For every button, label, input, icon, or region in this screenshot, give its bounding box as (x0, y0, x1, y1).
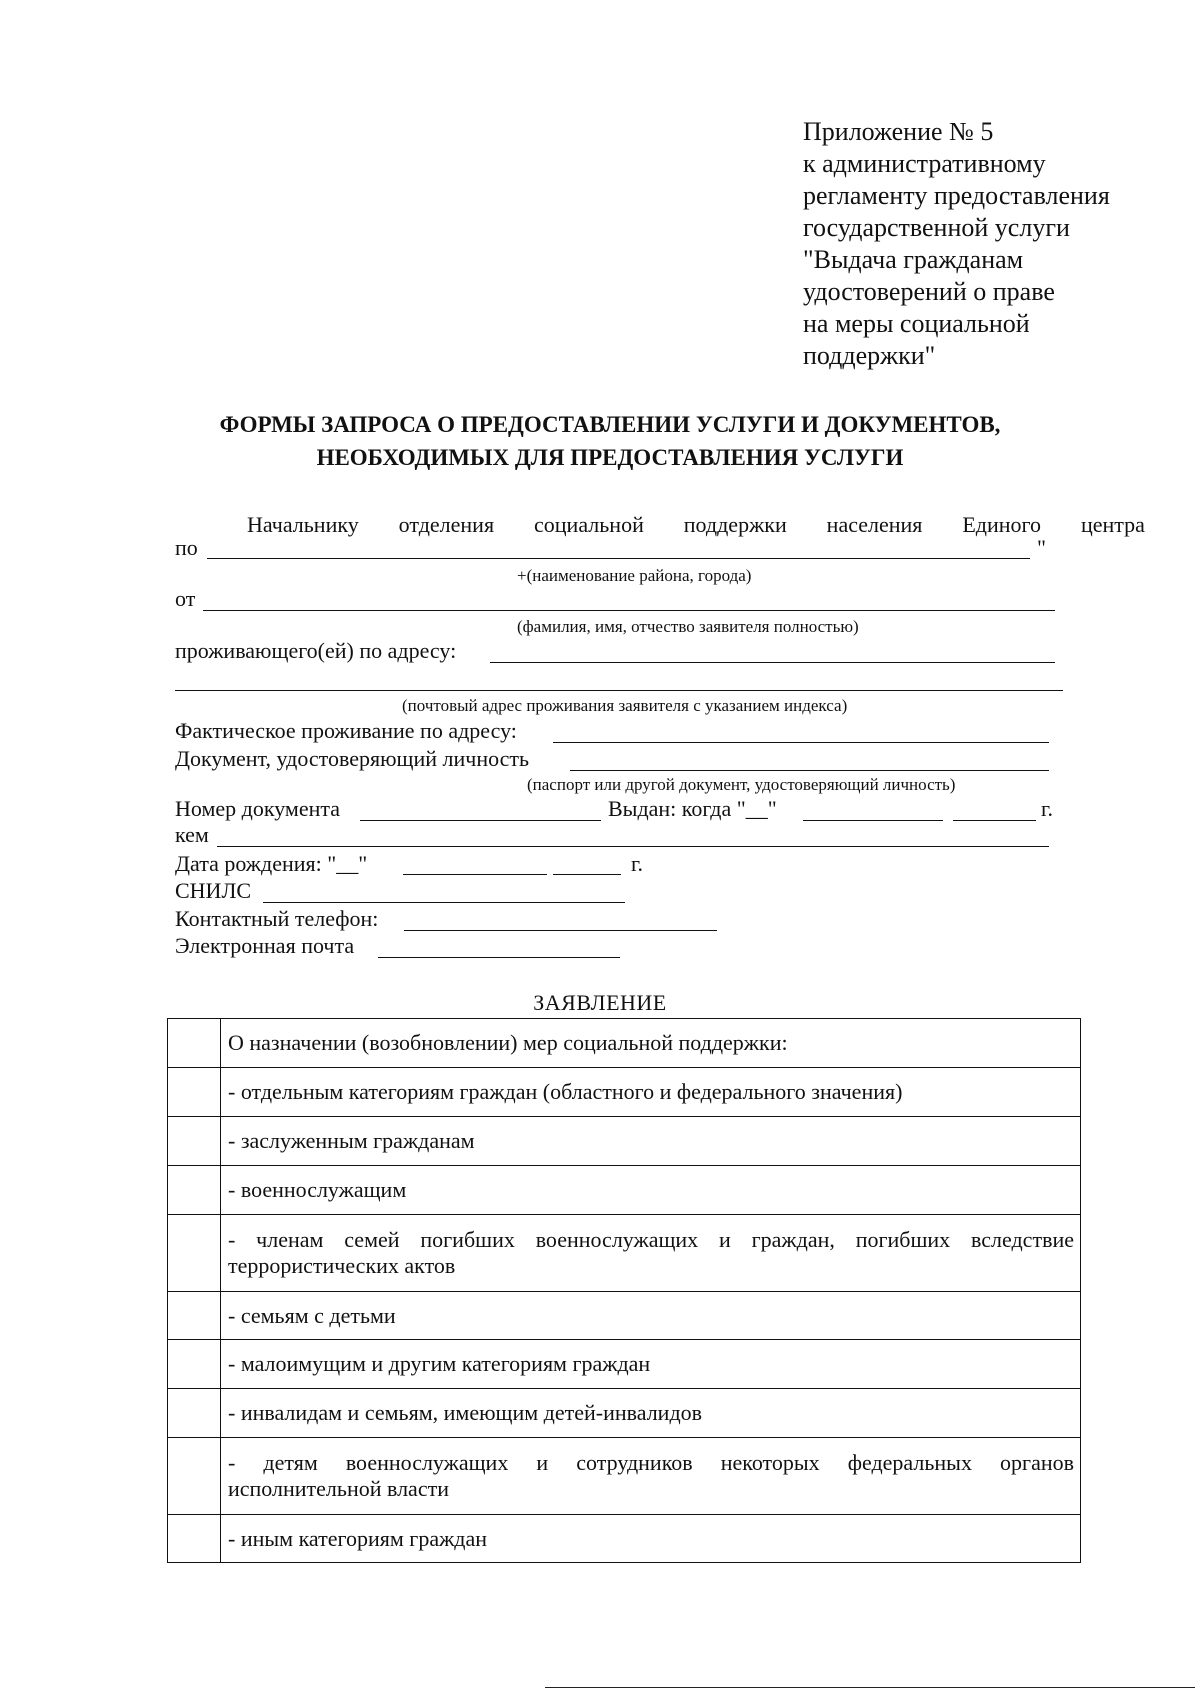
statement-item: - отдельным категориям граждан (областного и федерального значения) (221, 1068, 1081, 1117)
addressee-word: населения (826, 512, 923, 537)
appendix-line: на меры социальной (803, 309, 1030, 338)
phone-field[interactable] (404, 930, 717, 931)
appendix-line: "Выдача гражданам (803, 245, 1024, 274)
actual-address-label: Фактическое проживание по адресу: (175, 718, 517, 743)
id-document-caption: (паспорт или другой документ, удостоверяющий личность) (527, 775, 956, 794)
document-title (150, 408, 1070, 474)
email-field[interactable] (378, 957, 620, 958)
id-document-field[interactable] (570, 770, 1049, 771)
address-caption: (почтовый адрес проживания заявителя с указанием индекса) (402, 696, 848, 715)
appendix-line: регламенту предоставления (803, 181, 1110, 210)
addressee-word: отделения (398, 512, 495, 537)
title-line: ФОРМЫ ЗАПРОСА О ПРЕДОСТАВЛЕНИИ УСЛУГИ И ДОКУМЕНТОВ, (219, 412, 1001, 437)
table-row (168, 1389, 1081, 1438)
table-row (168, 1019, 1081, 1068)
appendix-line: Приложение № 5 (803, 117, 994, 146)
appendix-line: поддержки" (803, 341, 936, 370)
checkbox-cell[interactable] (168, 1340, 221, 1389)
issued-month-field[interactable] (803, 820, 943, 821)
page-bottom-rule (545, 1687, 1195, 1688)
birth-year-suffix: г. (631, 851, 644, 876)
po-label: по (175, 535, 198, 560)
doc-number-label: Номер документа (175, 796, 341, 821)
phone-label: Контактный телефон: (175, 906, 379, 931)
snils-label: СНИЛС (175, 878, 252, 903)
email-label: Электронная почта (175, 933, 355, 958)
issued-when-label: Выдан: когда "__" (608, 796, 777, 821)
checkbox-cell[interactable] (168, 1389, 221, 1438)
applicant-name-caption: (фамилия, имя, отчество заявителя полностью) (517, 617, 859, 636)
statement-item: - иным категориям граждан (221, 1515, 1081, 1563)
statement-item: - малоимущим и другим категориям граждан (221, 1340, 1081, 1389)
issued-year-field[interactable] (953, 820, 1036, 821)
table-row (168, 1166, 1081, 1215)
issued-year-suffix: г. (1041, 796, 1054, 821)
district-field[interactable] (207, 558, 1030, 559)
checkbox-cell[interactable] (168, 1166, 221, 1215)
ot-label: от (175, 586, 196, 611)
doc-number-field[interactable] (360, 820, 601, 821)
checkbox-cell[interactable] (168, 1515, 221, 1563)
statement-item: - заслуженным гражданам (221, 1117, 1081, 1166)
addressee-line (175, 512, 1145, 538)
addressee-word: поддержки (683, 512, 787, 537)
title-line: НЕОБХОДИМЫХ ДЛЯ ПРЕДОСТАВЛЕНИЯ УСЛУГИ (316, 445, 904, 470)
checkbox-cell[interactable] (168, 1019, 221, 1068)
table-row (168, 1340, 1081, 1389)
checkbox-cell[interactable] (168, 1117, 221, 1166)
birth-date-label: Дата рождения: "__" (175, 851, 368, 876)
table-row (168, 1515, 1081, 1563)
addressee-word: Начальнику (247, 512, 359, 537)
table-row (168, 1117, 1081, 1166)
address-field-continuation[interactable] (175, 690, 1063, 691)
id-document-label: Документ, удостоверяющий личность (175, 746, 530, 771)
addressee-word: центра (1080, 512, 1145, 537)
address-label: проживающего(ей) по адресу: (175, 638, 457, 663)
address-field[interactable] (490, 662, 1055, 663)
district-caption: +(наименование района, города) (517, 566, 752, 585)
po-closing-quote: " (1037, 535, 1046, 560)
table-row (168, 1438, 1081, 1515)
statement-item: О назначении (возобновлении) мер социальной поддержки: (221, 1019, 1081, 1068)
statement-heading: ЗАЯВЛЕНИЕ (533, 990, 667, 1015)
appendix-line: удостоверений о праве (803, 277, 1055, 306)
checkbox-cell[interactable] (168, 1292, 221, 1340)
table-row (168, 1292, 1081, 1340)
birth-month-field[interactable] (403, 874, 547, 875)
checkbox-cell[interactable] (168, 1068, 221, 1117)
addressee-word: Единого (962, 512, 1042, 537)
statement-item: - членам семей погибших военнослужащих и граждан, погибших вследствие террористических актов (221, 1215, 1081, 1292)
issued-by-label: кем (175, 822, 209, 847)
statement-item: - детям военнослужащих и сотрудников некоторых федеральных органов исполнительной власти (221, 1438, 1081, 1515)
table-row (168, 1068, 1081, 1117)
statement-item: - военнослужащим (221, 1166, 1081, 1215)
table-row (168, 1215, 1081, 1292)
birth-year-field[interactable] (553, 874, 621, 875)
statement-table (167, 1018, 1081, 1563)
statement-item: - семьям с детьми (221, 1292, 1081, 1340)
statement-item: - инвалидам и семьям, имеющим детей-инвалидов (221, 1389, 1081, 1438)
applicant-name-field[interactable] (203, 610, 1055, 611)
appendix-line: государственной услуги (803, 213, 1070, 242)
appendix-reference (803, 116, 1183, 372)
snils-field[interactable] (263, 902, 625, 903)
checkbox-cell[interactable] (168, 1215, 221, 1292)
checkbox-cell[interactable] (168, 1438, 221, 1515)
appendix-line: к административному (803, 149, 1046, 178)
addressee-word: социальной (534, 512, 644, 537)
actual-address-field[interactable] (553, 742, 1049, 743)
issued-by-field[interactable] (217, 846, 1049, 847)
